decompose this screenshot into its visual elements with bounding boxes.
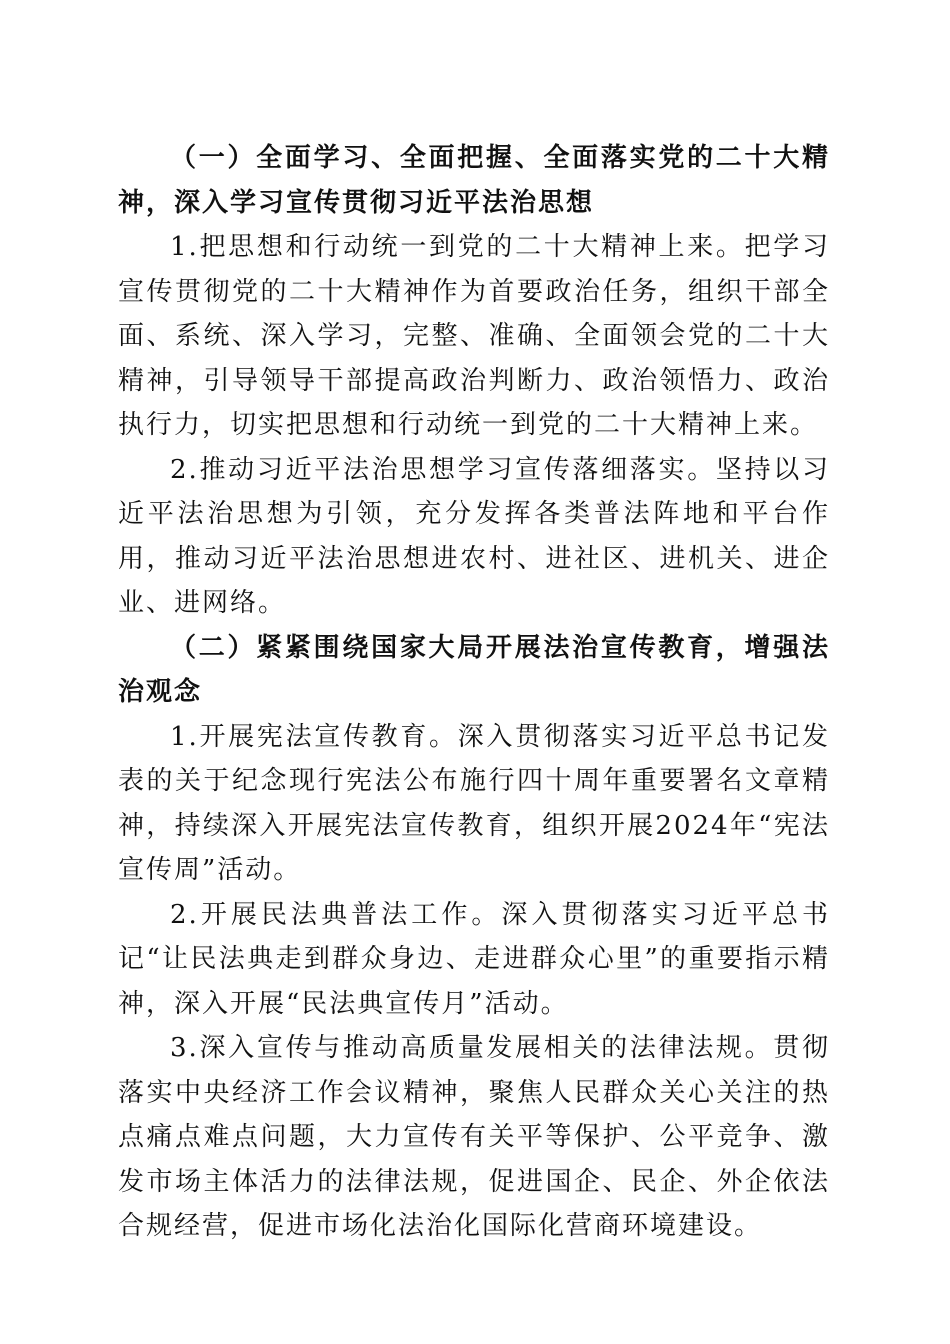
document-body [118,136,830,1249]
section-1-paragraph-2: 2.推动习近平法治思想学习宣传落细落实。坚持以习近平法治思想为引领，充分发挥各类普法阵地和平台作用，推动习近平法治思想进农村、进社区、进机关、进企业、进网络。 [118,454,830,618]
section-heading-1: （一）全面学习、全面把握、全面落实党的二十大精神，深入学习宣传贯彻习近平法治思想 [118,143,830,218]
section-2-paragraph-1: 1.开展宪法宣传教育。深入贯彻落实习近平总书记发表的关于纪念现行宪法公布施行四十周年重要署名文章精神，持续深入开展宪法宣传教育，组织开展2024年“宪法宣传周”活动。 [118,721,830,885]
section-1-paragraph-1: 1.把思想和行动统一到党的二十大精神上来。把学习宣传贯彻党的二十大精神作为首要政治任务，组织干部全面、系统、深入学习，完整、准确、全面领会党的二十大精神，引导领导干部提高政治判断力、政治领悟力、政治执行力，切实把思想和行动统一到党的二十大精神上来。 [118,232,830,440]
section-2-paragraph-3: 3.深入宣传与推动高质量发展相关的法律法规。贯彻落实中央经济工作会议精神，聚焦人民群众关心关注的热点痛点难点问题，大力宣传有关平等保护、公平竞争、激发市场主体活力的法律法规，促进国企、民企、外企依法合规经营，促进市场化法治化国际化营商环境建设。 [118,1033,830,1241]
section-2-paragraph-2: 2.开展民法典普法工作。深入贯彻落实习近平总书记“让民法典走到群众身边、走进群众心里”的重要指示精神，深入开展“民法典宣传月”活动。 [118,899,830,1019]
section-heading-2: （二）紧紧围绕国家大局开展法治宣传教育，增强法治观念 [118,632,830,707]
